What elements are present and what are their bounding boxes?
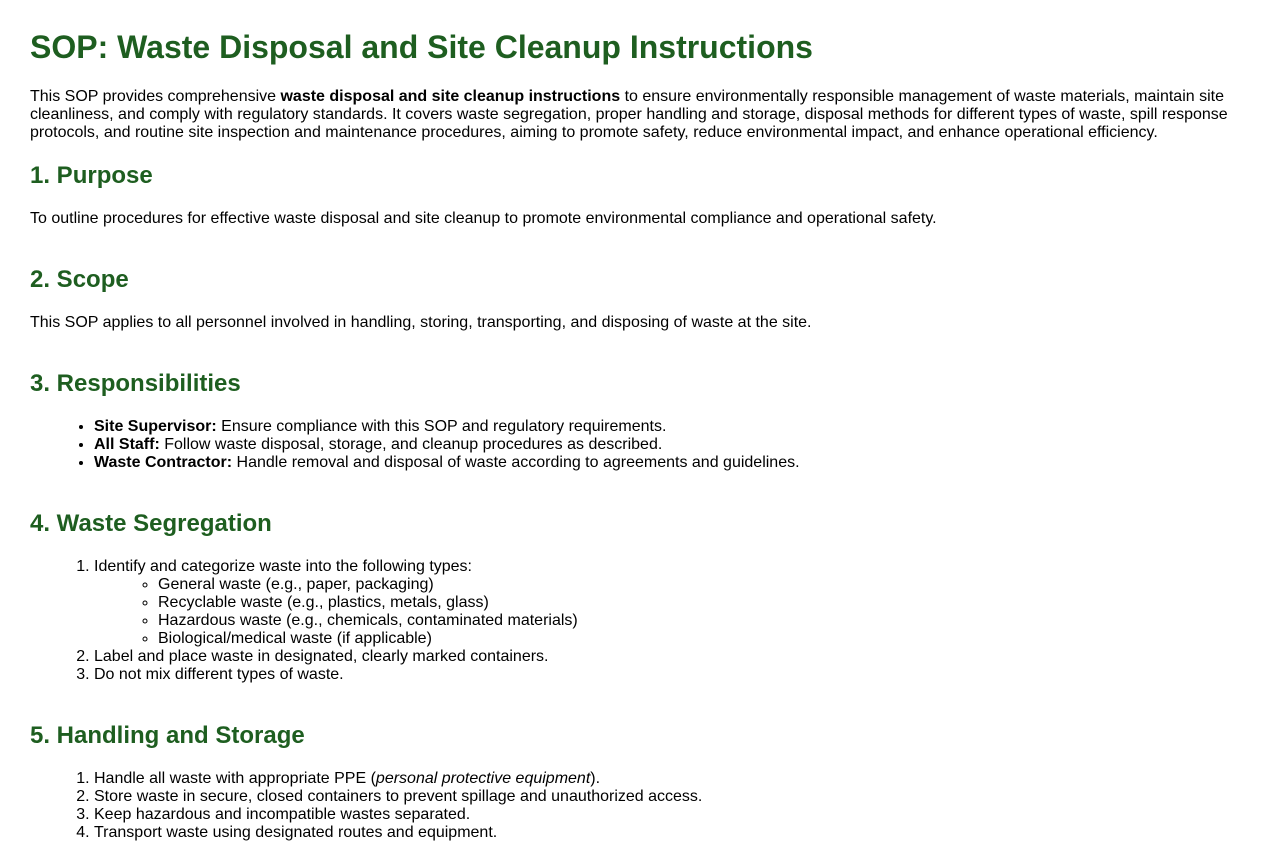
- purpose-heading: 1. Purpose: [30, 162, 153, 189]
- list-item: ◦ Biological/medical waste (if applicable): [158, 630, 1233, 648]
- list-item: 2. Label and place waste in designated, clearly marked containers.: [94, 648, 1233, 666]
- role-label: All Staff:: [94, 436, 160, 453]
- list-item: ◦ General waste (e.g., paper, packaging): [158, 576, 1233, 594]
- list-item: [94, 454, 1233, 472]
- purpose-text: To outline procedures for effective waste disposal and site cleanup to promote environmental compliance and operational safety.: [30, 210, 937, 227]
- waste-types-list: [94, 576, 1233, 648]
- handling-heading: 5. Handling and Storage: [30, 722, 305, 749]
- responsibilities-heading: 3. Responsibilities: [30, 370, 241, 397]
- segregation-steps: [30, 558, 1233, 684]
- role-description: Follow waste disposal, storage, and cleanup procedures as described.: [159, 436, 663, 453]
- list-item: ◦ Recyclable waste (e.g., plastics, metals, glass): [158, 594, 1233, 612]
- step-text-start: Handle all waste with appropriate PPE (: [94, 770, 376, 787]
- step-text: Identify and categorize waste into the following types:: [94, 558, 472, 575]
- role-label: Waste Contractor:: [94, 454, 233, 471]
- intro-text-start: This SOP provides comprehensive: [30, 88, 281, 105]
- responsibilities-list: [30, 418, 1233, 472]
- step-text-end: ).: [590, 770, 601, 787]
- list-item: 2. Store waste in secure, closed containers to prevent spillage and unauthorized access.: [94, 788, 1233, 806]
- intro-text-end: to ensure environmentally responsible management of waste materials, maintain site cleanliness, and comply with regulatory standards. It covers waste segregation, proper handling and storage, disposal methods for different types of waste, spill response protocols, and routine site inspection and maintenance procedures, aiming to promote safety, reduce environmental impact, and enhance operational efficiency.: [30, 88, 1228, 141]
- segregation-heading: 4. Waste Segregation: [30, 510, 272, 537]
- list-item: 3. Do not mix different types of waste.: [94, 666, 1233, 684]
- role-label: Site Supervisor:: [94, 418, 217, 435]
- step-italic-text: personal protective equipment: [375, 770, 591, 787]
- list-item: ◦ Hazardous waste (e.g., chemicals, contaminated materials): [158, 612, 1233, 630]
- list-item: [94, 558, 1233, 648]
- list-item: 3. Keep hazardous and incompatible wastes separated.: [94, 806, 1233, 824]
- scope-heading: 2. Scope: [30, 266, 129, 293]
- list-item: 4. Transport waste using designated routes and equipment.: [94, 824, 1233, 842]
- handling-steps: [30, 770, 1233, 842]
- role-description: Ensure compliance with this SOP and regulatory requirements.: [216, 418, 667, 435]
- list-item: [94, 436, 1233, 454]
- role-description: Handle removal and disposal of waste according to agreements and guidelines.: [232, 454, 800, 471]
- list-item: [94, 418, 1233, 436]
- scope-text: This SOP applies to all personnel involved in handling, storing, transporting, and disposing of waste at the site.: [30, 314, 812, 331]
- intro-paragraph: [30, 88, 1233, 142]
- page-title: SOP: Waste Disposal and Site Cleanup Instructions: [30, 29, 813, 65]
- list-item: [94, 770, 1233, 788]
- intro-bold-text: waste disposal and site cleanup instructions: [280, 88, 621, 105]
